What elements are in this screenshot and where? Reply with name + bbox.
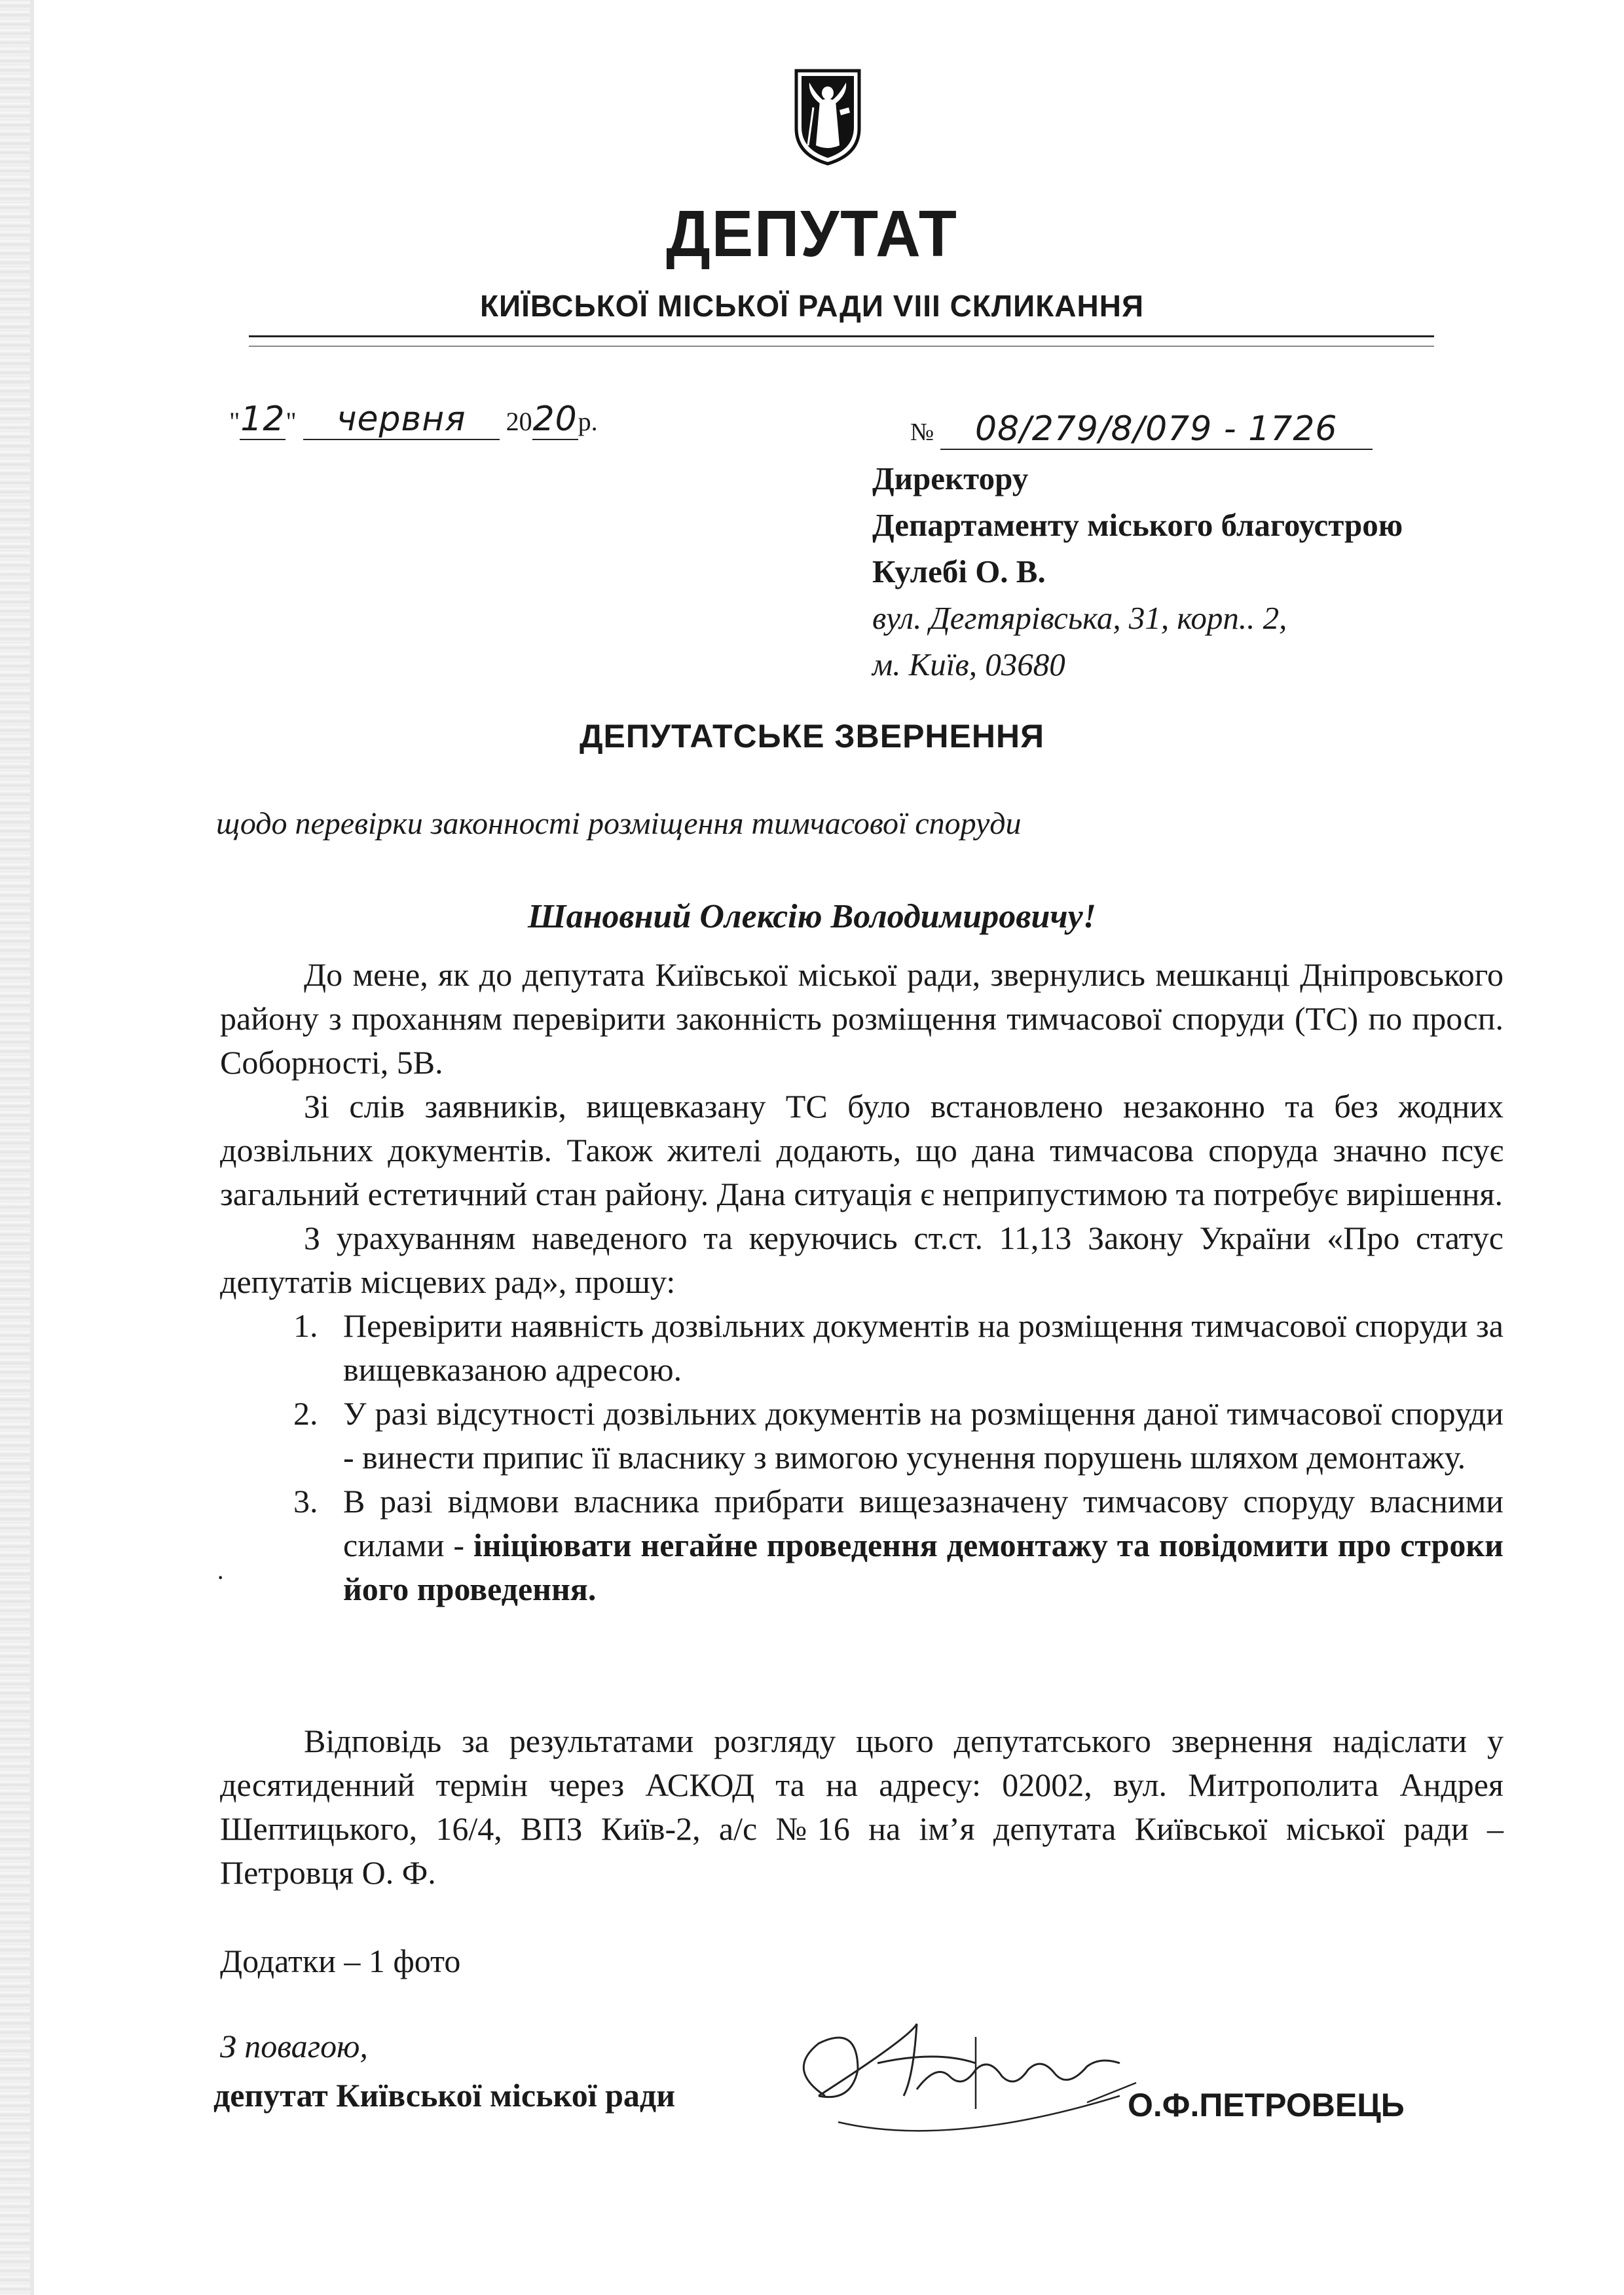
addressee-line4: вул. Дегтярівська, 31, корп.. 2, [872, 600, 1287, 636]
number-label: № [910, 419, 934, 446]
date-line [229, 400, 598, 440]
kyiv-coat-of-arms-icon [794, 68, 862, 166]
number-value: 08/279/8/079 - 1726 [940, 409, 1373, 450]
header-rule-thick [249, 335, 1434, 337]
request-list [220, 1304, 1504, 1611]
signer-position: депутат Київської міської ради [213, 2077, 676, 2114]
addressee-line3: Кулебі О. В. [872, 553, 1046, 589]
answer-block [220, 1719, 1504, 1895]
date-quote-open: " [229, 407, 240, 436]
request-item-3-bold: ініціювати негайне проведення демонтажу та повідомити про строки його проведення. [343, 1527, 1504, 1607]
outgoing-number [910, 409, 1373, 450]
scan-edge-shadow [0, 0, 30, 2295]
greeting: Шановний Олексію Володимировичу! [528, 898, 1096, 935]
letter-body [220, 953, 1504, 1611]
scan-edge-line [30, 0, 34, 2295]
margin-dot: · [216, 1563, 225, 1592]
signer-name: О.Ф.ПЕТРОВЕЦЬ [1128, 2087, 1405, 2123]
attachments-note: Додатки – 1 фото [220, 1943, 461, 1979]
date-month: червня [303, 400, 500, 440]
date-day: 12 [240, 400, 286, 439]
date-year-suffix: 20 [532, 400, 578, 439]
document-subject: щодо перевірки законності розміщення тимчасової споруди [216, 806, 1022, 841]
answer-paragraph: Відповідь за результатами розгляду цього депутатського звернення надіслати у десятиденний термін через АСКОД та на адресу: 02002, вул. Митрополита Андрея Шептицького, 16/4, ВПЗ Київ-2, а/с №16 на ім’я депутата Київської міської ради – Петровця О. Ф. [220, 1723, 1504, 1891]
request-item-2: 2. У разі відсутності дозвільних документів на розміщення даної тимчасової споруди - винести припис її власнику з вимогою усунення порушень шляхом демонтажу. [326, 1392, 1504, 1480]
document-title: ДЕПУТАТСЬКЕ ЗВЕРНЕННЯ [579, 718, 1045, 755]
addressee-block [872, 455, 1403, 688]
paragraph-1: До мене, як до депутата Київської міської ради, звернулись мешканці Дніпровського району з проханням перевірити законність розміщення тимчасової споруди (ТС) по просп. Соборності, 5В. [220, 956, 1504, 1081]
paragraph-2: Зі слів заявників, вищевказану ТС було встановлено незаконно та без жодних дозвільних документів. Також жителі додають, що дана тимчасова споруда значно псує загальний естетичний стан району. Дана ситуація є неприпустимою та потребує вирішення. [220, 1088, 1504, 1212]
header-title: ДЕПУТАТ [666, 197, 958, 271]
header-subtitle: КИЇВСЬКОЇ МІСЬКОЇ РАДИ VIII СКЛИКАННЯ [479, 289, 1145, 323]
addressee-line1: Директору [872, 460, 1029, 496]
closing-regards: З повагою, [220, 2028, 368, 2064]
handwritten-signature [779, 1998, 1146, 2168]
addressee-line5: м. Київ, 03680 [872, 646, 1065, 682]
date-year-unit: р. [578, 407, 598, 436]
date-year-prefix: 20 [506, 407, 532, 436]
request-item-3 [326, 1480, 1504, 1611]
addressee-line2: Департаменту міського благоустрою [872, 507, 1403, 543]
date-quote-close: " [286, 407, 297, 436]
request-item-1: 1. Перевірити наявність дозвільних документів на розміщення тимчасової споруди за вищевказаною адресою. [326, 1304, 1504, 1392]
paragraph-3: З урахуванням наведеного та керуючись ст.ст. 11,13 Закону України «Про статус депутатів місцевих рад», прошу: [220, 1220, 1504, 1300]
request-item-3-plain: В разі відмови власника прибрати вищезазначену тимчасову споруду власними силами - [343, 1483, 1504, 1563]
